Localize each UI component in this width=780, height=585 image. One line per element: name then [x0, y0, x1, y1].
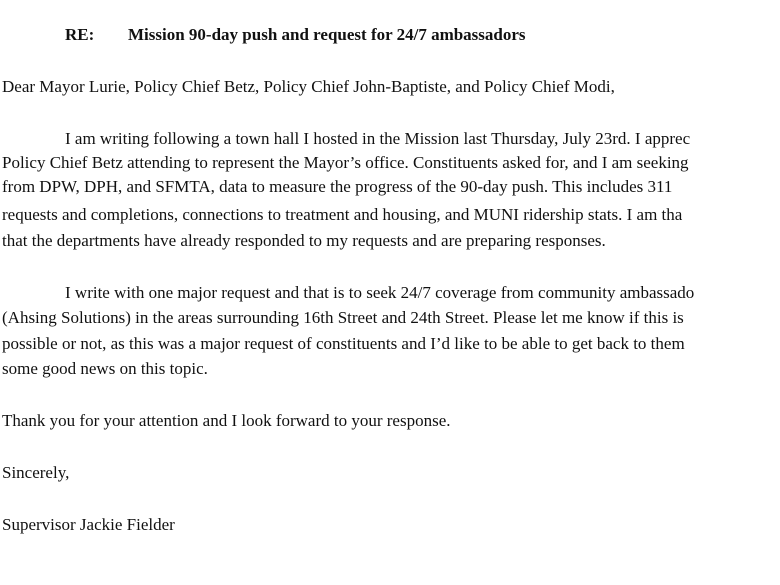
- closing-text: Thank you for your attention and I look forward to your response.: [2, 411, 451, 430]
- paragraph-1-line-5: that the departments have already responded to my requests and are preparing responses.: [2, 231, 606, 250]
- sign-off: Sincerely,: [2, 463, 70, 482]
- paragraph-1-line-2: Policy Chief Betz attending to represent the Mayor’s office. Constituents asked for, and I am seeking: [2, 153, 689, 172]
- paragraph-2-line-4: some good news on this topic.: [2, 359, 208, 378]
- paragraph-2-line-2: (Ahsing Solutions) in the areas surrounding 16th Street and 24th Street. Please let me know if this is: [2, 308, 684, 327]
- paragraph-1-line-3: from DPW, DPH, and SFMTA, data to measure the progress of the 90-day push. This includes 311: [2, 177, 673, 196]
- subject-text: Mission 90-day push and request for 24/7 ambassadors: [128, 25, 526, 44]
- paragraph-2-line-3: possible or not, as this was a major request of constituents and I’d like to be able to get back to them: [2, 334, 685, 353]
- subject-line: [65, 22, 526, 48]
- paragraph-1-line-4: requests and completions, connections to treatment and housing, and MUNI ridership stats. I am tha: [2, 205, 683, 224]
- salutation: Dear Mayor Lurie, Policy Chief Betz, Policy Chief John-Baptiste, and Policy Chief Modi,: [2, 77, 615, 96]
- paragraph-1-line-1: I am writing following a town hall I hosted in the Mission last Thursday, July 23rd. I apprec: [65, 129, 691, 148]
- re-label: RE:: [65, 25, 95, 44]
- signature: Supervisor Jackie Fielder: [2, 515, 175, 534]
- paragraph-2-line-1: I write with one major request and that is to seek 24/7 coverage from community ambassado: [65, 283, 695, 302]
